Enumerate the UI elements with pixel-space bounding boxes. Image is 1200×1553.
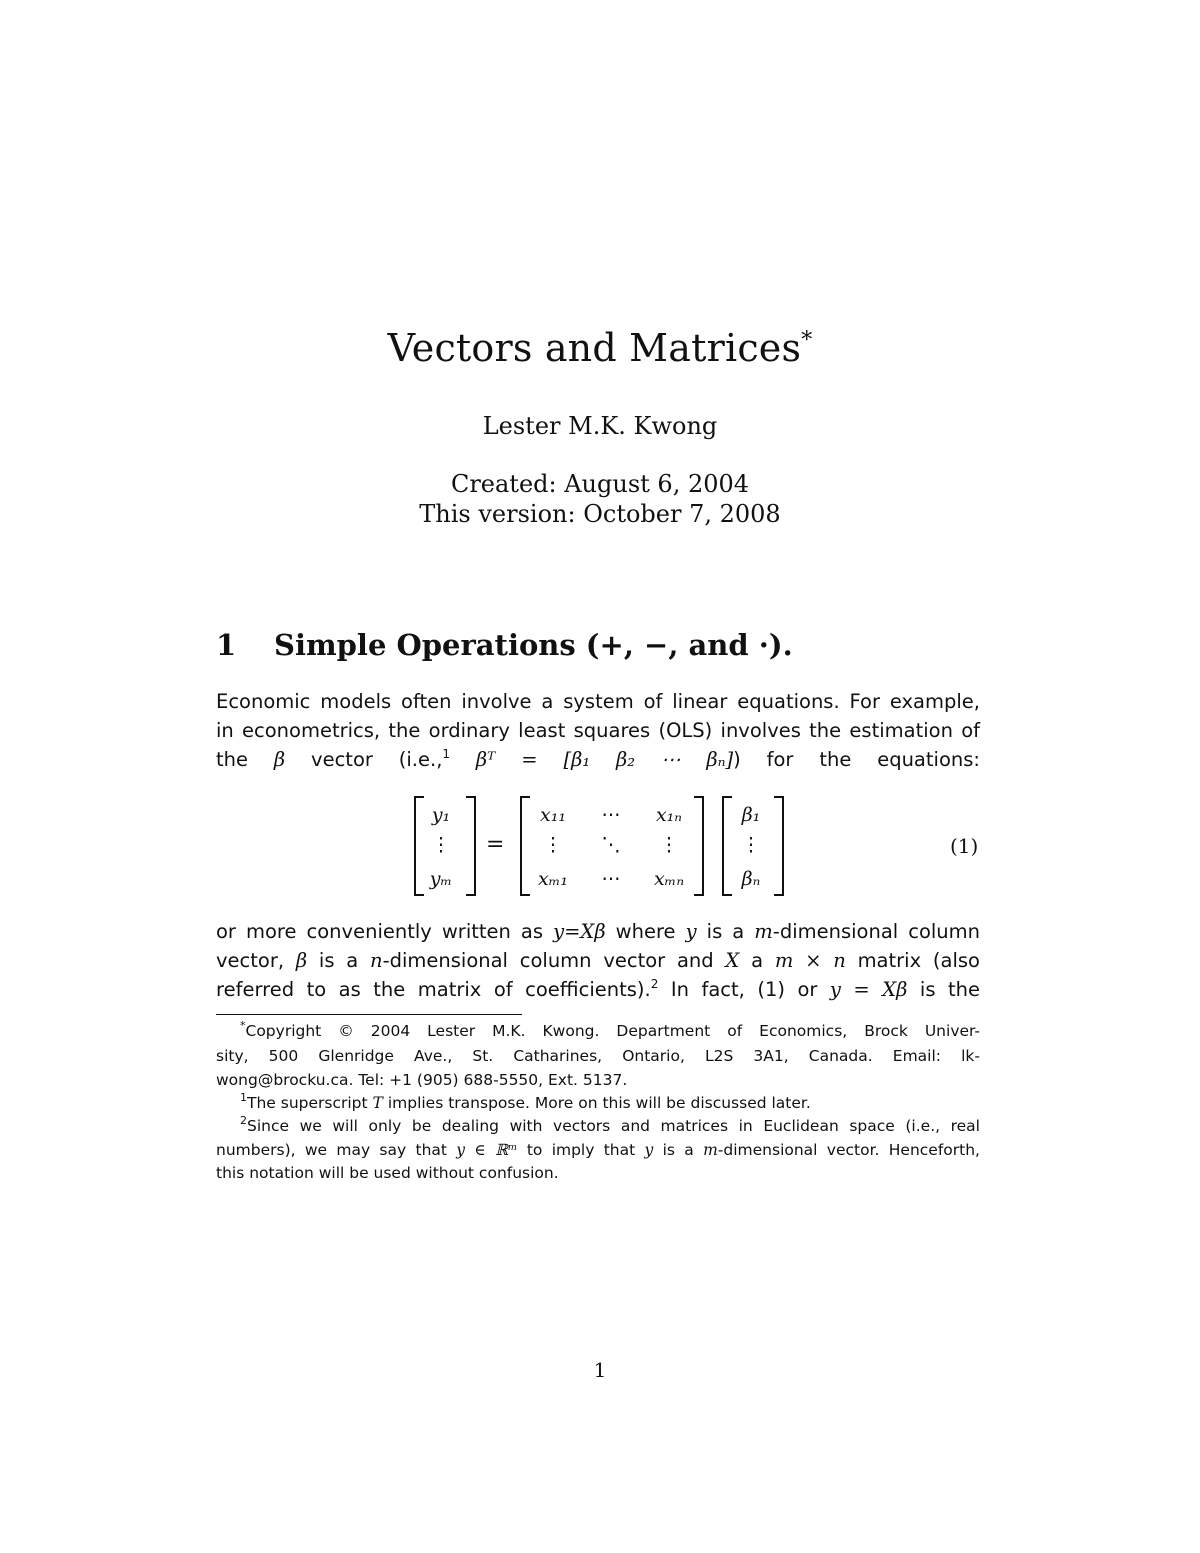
created-date: Created: August 6, 2004 <box>450 470 750 498</box>
math-beta-transpose: βᵀ = [β₁ β₂ ⋯ βₙ] <box>475 748 734 771</box>
footnote-mark: * <box>240 1019 246 1032</box>
bracket-right <box>774 796 784 896</box>
math-m: m <box>754 920 773 943</box>
text: -dimensional column <box>772 920 981 943</box>
text: the <box>216 748 249 771</box>
footnote-star-line-1 <box>216 1019 980 1040</box>
equals-sign: = <box>486 832 505 857</box>
section-title: Simple Operations (+, −, and ·). <box>274 628 793 662</box>
text: -dimensional column vector and <box>382 949 714 972</box>
math-beta: β <box>273 748 286 771</box>
body-line-1: Economic models often involve a system of linear equations. For example, <box>216 690 980 713</box>
matrix-cell: ⋯ <box>601 804 621 826</box>
math-n: n <box>370 949 383 972</box>
text: vector, <box>216 949 285 972</box>
footnote-mark: 2 <box>240 1114 247 1127</box>
rhs-cell: βₙ <box>741 868 761 890</box>
math-t: T <box>372 1094 383 1112</box>
footnote-star-line-3: wong@brocku.ca. Tel: +1 (905) 688-5550, Ext. 5137. <box>216 1071 628 1089</box>
footnote-2-line-3: this notation will be used without confusion. <box>216 1164 559 1182</box>
text: is a <box>706 920 745 943</box>
text: referred to as the matrix of coefficients). <box>216 978 651 1001</box>
text: matrix (also <box>857 949 980 972</box>
text: Since we will only be dealing with vectors and matrices in Euclidean space (i.e., real <box>247 1117 980 1135</box>
text: to imply that <box>526 1141 636 1159</box>
lhs-cell: ⋮ <box>431 834 451 856</box>
body-line-3 <box>216 748 980 771</box>
version-date: This version: October 7, 2008 <box>419 500 781 528</box>
math-x: X <box>725 949 740 972</box>
paper-title <box>0 326 1200 370</box>
math-m-by-n: m × n <box>774 949 846 972</box>
text: vector (i.e., <box>311 748 443 771</box>
lhs-cell: yₘ <box>429 868 453 890</box>
matrix-cell: ⋱ <box>601 834 621 856</box>
text: is a <box>318 949 359 972</box>
bracket-right <box>466 796 476 896</box>
math-y: y <box>644 1141 654 1159</box>
footnote-rule <box>216 1014 522 1015</box>
text: Copyright © 2004 Lester M.K. Kwong. Department of Economics, Brock Univer- <box>245 1022 980 1040</box>
section-number: 1 <box>216 628 237 662</box>
title-footnote-mark: * <box>801 328 813 353</box>
lhs-cell: y₁ <box>431 804 451 826</box>
page-number: 1 <box>593 1358 607 1382</box>
text: ) for the equations: <box>733 748 980 771</box>
rhs-cell: ⋮ <box>741 834 761 856</box>
footnote-mark: 1 <box>240 1091 247 1104</box>
math-m: m <box>703 1141 718 1159</box>
footnote-2-line-2 <box>216 1141 980 1159</box>
text: -dimensional vector. Henceforth, <box>717 1141 980 1159</box>
text: is the <box>919 978 980 1001</box>
body-line-2: in econometrics, the ordinary least squares (OLS) involves the estimation of <box>216 719 980 742</box>
text: or more conveniently written as <box>216 920 544 943</box>
rhs-cell: β₁ <box>741 804 761 826</box>
math-y: y <box>685 920 697 943</box>
footnote-ref-2: 2 <box>650 977 659 991</box>
body-line-5 <box>216 949 980 972</box>
footnote-2-line-1 <box>216 1114 980 1135</box>
text: In fact, (1) or <box>670 978 818 1001</box>
footnote-ref-1: 1 <box>442 747 451 761</box>
math-beta: β <box>295 949 308 972</box>
author-name: Lester M.K. Kwong <box>482 412 718 440</box>
matrix-cell: x₁ₙ <box>655 804 683 826</box>
matrix-cell: ⋮ <box>659 834 679 856</box>
paper-title-text: Vectors and Matrices <box>387 326 802 370</box>
math-y-eq-xbeta: y=Xβ <box>553 920 606 943</box>
math-y-in-rm: y ∈ ℝᵐ <box>456 1141 518 1159</box>
text: a <box>751 949 764 972</box>
text: implies transpose. More on this will be discussed later. <box>387 1094 811 1112</box>
text: is a <box>662 1141 694 1159</box>
equation-1 <box>410 792 990 904</box>
body-line-4 <box>216 920 980 943</box>
bracket-right <box>694 796 704 896</box>
matrix-cell: xₘₙ <box>653 868 685 890</box>
section-heading <box>216 628 793 662</box>
footnote-star-line-2: sity, 500 Glenridge Ave., St. Catharines, Ontario, L2S 3A1, Canada. Email: lk- <box>216 1047 980 1065</box>
text: The superscript <box>247 1094 368 1112</box>
body-line-6 <box>216 978 980 1001</box>
matrix-cell: ⋯ <box>601 868 621 890</box>
matrix-cell: x₁₁ <box>540 804 566 826</box>
footnote-1 <box>216 1091 980 1112</box>
text: where <box>615 920 676 943</box>
text: numbers), we may say that <box>216 1141 447 1159</box>
equation-number: (1) <box>950 834 979 858</box>
matrix-cell: ⋮ <box>543 834 563 856</box>
matrix-cell: xₘ₁ <box>538 868 568 890</box>
math-y-eq-xbeta: y = Xβ <box>829 978 908 1001</box>
